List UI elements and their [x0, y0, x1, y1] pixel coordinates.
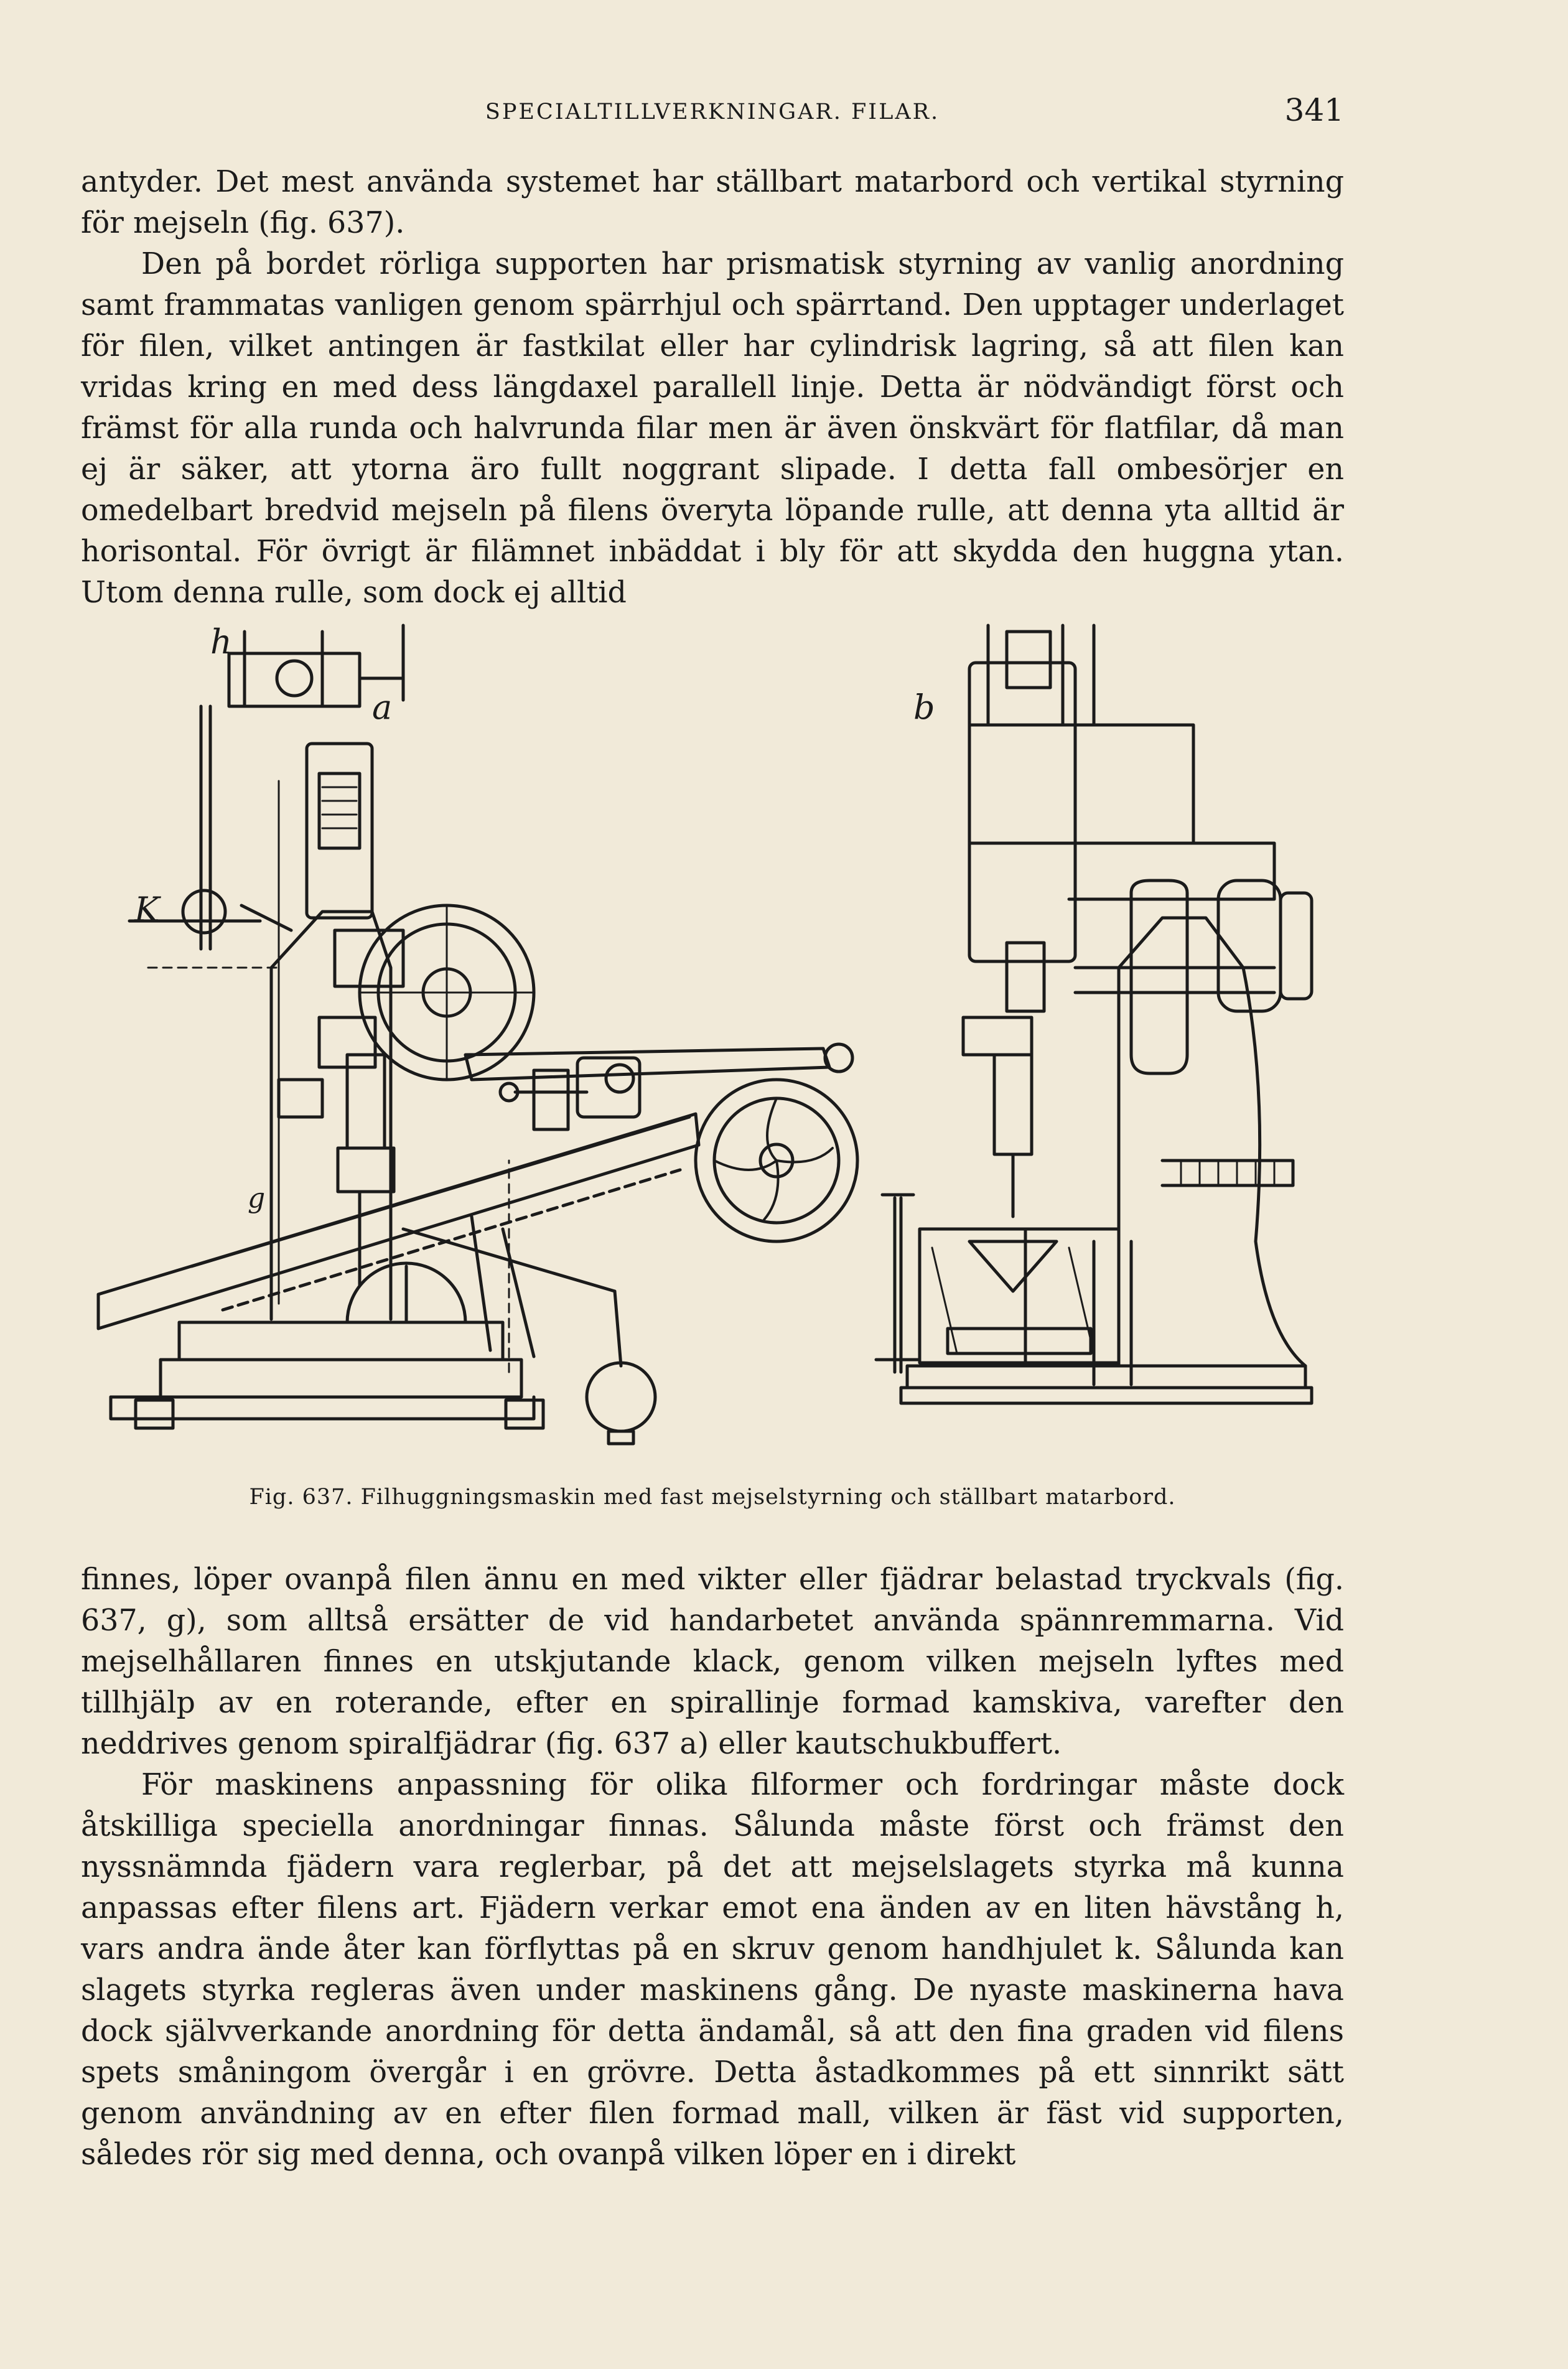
page-number: 341 — [1284, 92, 1344, 128]
paragraph: För maskinens anpassning för olika filformer och fordringar måste dock åtskilliga speciella anordningar finnas. Sålunda måste först och främst den nyssnämnda fjädern vara reglerbar, på det att mejselslagets styrka må kunna anpassas efter filens art. Fjädern verkar emot ena änden av en liten hävstång h, vars andra ände åter kan förflyttas på en skruv genom handhjulet k. Sålunda kan slagets styrka regleras även under maskinens gång. De nyaste maskinerna hava dock självverkande anordning för detta ändamål, så att den fina graden vid filens spets småningom övergår i en grövre. Detta åstadkommes på ett sinnrikt sätt genom användning av en efter filen formad mall, vilken är fäst vid supporten, således rör sig med denna, och ovanpå vilken löper en i direkt — [81, 1768, 1344, 2172]
paragraph: finnes, löper ovanpå filen ännu en med vikter eller fjädrar belastad tryckvals (fig. 637, g), som alltså ersätter de vid handarbetet använda spännremmarna. Vid mejselhållaren finnes en utskjutande klack, genom vilken mejseln lyftes med tillhjälp av en roterande, efter en spirallinje formad kamskiva, varefter den neddrives genom spiralfjädrar (fig. 637 a) eller kautschukbuffert. — [81, 1563, 1344, 1761]
figure-label-h: h — [210, 622, 232, 661]
bottom-text-block — [81, 1559, 1344, 2175]
figure-label-g: g — [248, 1182, 266, 1214]
machine-drawing — [73, 619, 1355, 1469]
figure-label-b: b — [913, 688, 935, 727]
figure-label-a: a — [372, 688, 393, 727]
figure-637 — [73, 619, 1355, 1469]
paragraph: antyder. Det mest använda systemet har ställbart matarbord och vertikal styrning för mejseln (fig. 637). — [81, 165, 1344, 240]
figure-label-k: K — [134, 890, 160, 929]
side-view-a — [98, 625, 857, 1444]
figure-caption: Fig. 637. Filhuggningsmaskin med fast mejselstyrning och ställbart matarbord. — [249, 1485, 1176, 1510]
paragraph: Den på bordet rörliga supporten har prismatisk styrning av vanlig anordning samt frammatas vanligen genom spärrhjul och spärrtand. Den upptager underlaget för filen, vilket antingen är fastkilat eller har cylindrisk lagring, så att filen kan vridas kring en med dess längdaxel parallell linje. Detta är nödvändigt först och främst för alla runda och halvrunda filar men är även önskvärt för flatfilar, då man ej är säker, att ytorna äro fullt noggrant slipade. I detta fall ombesörjer en omedelbart bredvid mejseln på filens överyta löpande rulle, att denna yta alltid är horisontal. För övrigt är filämnet inbäddat i bly för att skydda den huggna ytan. Utom denna rulle, som dock ej alltid — [81, 247, 1344, 610]
top-text-block — [81, 162, 1344, 614]
running-head: SPECIALTILLVERKNINGAR. FILAR. — [485, 100, 940, 124]
front-view-b — [876, 625, 1312, 1403]
page-header — [81, 92, 1344, 136]
